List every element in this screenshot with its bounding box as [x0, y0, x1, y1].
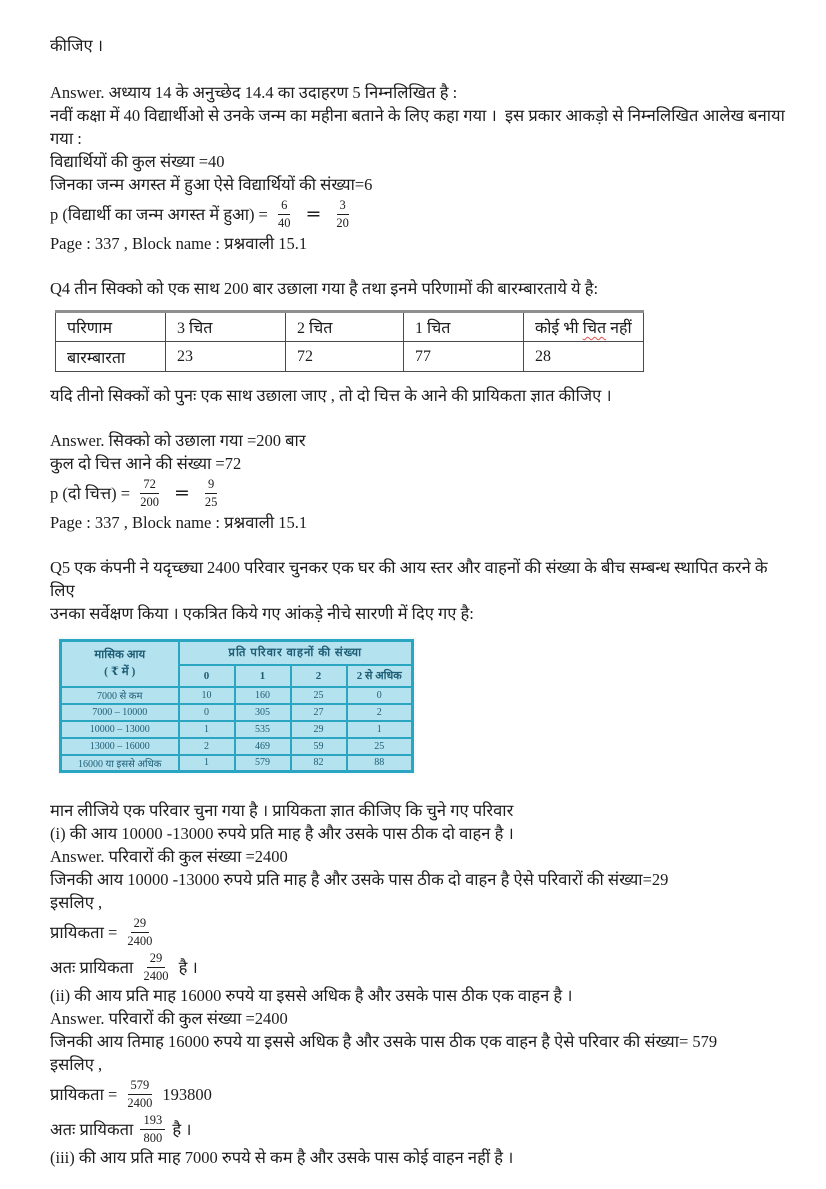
- header-3-heads: 3 चित: [166, 312, 286, 342]
- fraction-numerator: 29: [131, 916, 150, 932]
- fraction: [137, 477, 162, 509]
- part-iii-question: (iii) की आय प्रति माह 7000 रुपये से कम है और उसके पास कोई वाहन नहीं है ।: [50, 1148, 514, 1167]
- value-cell: 27: [291, 704, 347, 721]
- income-label: 16000 या इससे अधिक: [61, 755, 179, 772]
- fraction: [275, 198, 294, 230]
- fraction-numerator: 72: [140, 477, 159, 493]
- income-label: 10000 – 13000: [61, 721, 179, 738]
- conclusion-prefix: अतः प्रायिकता: [50, 957, 138, 977]
- fraction-numerator: 6: [278, 198, 290, 214]
- answer-q3-total-students: विद्यार्थियों की कुल संख्या =40: [50, 152, 225, 171]
- subheader-more-than-2: 2 से अधिक: [347, 665, 413, 687]
- value-cell: 10: [179, 687, 235, 704]
- fraction-numerator: 579: [128, 1078, 153, 1094]
- subheader-2: 2: [291, 665, 347, 687]
- header-2-heads: 2 चित: [286, 312, 404, 342]
- page-reference: Page : 337 , Block name : प्रश्नवाली 15.1: [50, 234, 308, 253]
- answer-q3-intro: Answer. अध्याय 14 के अनुच्छेद 14.4 का उदाहरण 5 निम्नलिखित है :: [50, 83, 458, 102]
- probability-formula-q4: [50, 475, 796, 511]
- question-5-block: [50, 556, 796, 1169]
- conclusion-suffix: है ।: [168, 1119, 192, 1139]
- income-column-header: [61, 641, 179, 687]
- value-cell: 2: [179, 738, 235, 755]
- part-ii-conclusion: [50, 1112, 796, 1146]
- formula-prefix: प्रायिकता =: [50, 1084, 122, 1104]
- part-ii-answer-total: Answer. परिवारों की कुल संख्या =2400: [50, 1009, 288, 1028]
- probability-formula-q3: [50, 196, 796, 232]
- answer-q3-block: [50, 81, 796, 255]
- fraction: [140, 951, 171, 983]
- cell-freq-2-heads: 72: [286, 342, 404, 372]
- fraction: [124, 1078, 155, 1110]
- formula-prefix: p (विद्यार्थी का जन्म अगस्त में हुआ) =: [50, 204, 272, 224]
- answer-q3-line: नवीं कक्षा में 40 विद्यार्थीओ से उनके जन्म का महीना बताने के लिए कहा गया । इस प्रकार आकड़ो से निम्नलिखित आलेख बनाया: [50, 106, 785, 125]
- value-cell: 25: [291, 687, 347, 704]
- question-5-text: उनका सर्वेक्षण किया । एकत्रित किये गए आंकड़े नीचे सारणी में दिए गए है:: [50, 604, 474, 623]
- misspelled-word: चित: [582, 320, 607, 337]
- part-i-answer-total: Answer. परिवारों की कुल संख्या =2400: [50, 847, 288, 866]
- value-cell: 1: [179, 721, 235, 738]
- vehicles-header: प्रति परिवार वाहनों की संख्या: [179, 641, 413, 665]
- part-i-probability-formula: [50, 914, 796, 950]
- formula-suffix: 193800: [162, 1084, 212, 1104]
- fraction-denominator: 2400: [143, 968, 169, 983]
- question-4-followup: यदि तीनो सिक्कों को पुनः एक साथ उछाला जाए , तो दो चित्त के आने की प्रायिकता ज्ञात कीजिए ।: [50, 386, 612, 405]
- fraction-numerator: 29: [147, 951, 166, 967]
- income-vehicles-table: [59, 639, 414, 773]
- fraction: [202, 477, 221, 509]
- value-cell: 305: [235, 704, 291, 721]
- question-4-block: [50, 277, 796, 534]
- header-no-heads-post: नहीं: [606, 320, 632, 337]
- fraction-denominator: 20: [336, 215, 349, 230]
- image-table-row: [61, 687, 413, 704]
- value-cell: 469: [235, 738, 291, 755]
- image-table-header-row: [61, 641, 413, 665]
- part-i-block: [50, 822, 796, 984]
- part-i-answer-count: जिनकी आय 10000 -13000 रुपये प्रति माह है और उसके पास ठीक दो वाहन है ऐसे परिवारों की संख्या=29: [50, 870, 669, 889]
- part-ii-answer-count: जिनकी आय तिमाह 16000 रुपये या इससे अधिक है और उसके पास ठीक एक वाहन है ऐसे परिवार की संख्या= 579: [50, 1032, 718, 1051]
- value-cell: 1: [179, 755, 235, 772]
- fraction-numerator: 3: [337, 198, 349, 214]
- answer-q4-two-heads-count: कुल दो चित्त आने की संख्या =72: [50, 454, 242, 473]
- value-cell: 2: [347, 704, 413, 721]
- table-header-row: [56, 312, 644, 342]
- image-table-row: [61, 755, 413, 772]
- part-i-conclusion: [50, 950, 796, 984]
- fraction-denominator: 2400: [127, 933, 153, 948]
- assumption-line: मान लीजिये एक परिवार चुना गया है । प्रायिकता ज्ञात कीजिए कि चुने गए परिवार: [50, 801, 514, 820]
- part-i-therefore: इसलिए ,: [50, 893, 103, 912]
- income-header-line2: ( ₹ में ): [104, 665, 136, 678]
- part-ii-block: [50, 984, 796, 1146]
- value-cell: 160: [235, 687, 291, 704]
- table-data-row: [56, 342, 644, 372]
- formula-prefix: प्रायिकता =: [50, 922, 122, 942]
- equals-sign: =: [173, 481, 190, 504]
- income-label: 13000 – 16000: [61, 738, 179, 755]
- equals-sign: =: [305, 202, 322, 225]
- formula-prefix: p (दो चित्त) =: [50, 483, 135, 503]
- answer-q4-block: [50, 429, 796, 534]
- part-ii-probability-formula: [50, 1076, 796, 1112]
- value-cell: 535: [235, 721, 291, 738]
- opening-line: कीजिए ।: [50, 36, 103, 55]
- fraction: [140, 1113, 165, 1145]
- answer-q3-august-count: जिनका जन्म अगस्त में हुआ ऐसे विद्यार्थियों की संख्या=6: [50, 175, 373, 194]
- fraction-denominator: 25: [204, 494, 218, 509]
- image-table-row: [61, 721, 413, 738]
- value-cell: 29: [291, 721, 347, 738]
- fraction-denominator: 800: [143, 1130, 163, 1145]
- page-reference: Page : 337 , Block name : प्रश्नवाली 15.1: [50, 513, 308, 532]
- cell-frequency-label: बारम्बारता: [56, 342, 166, 372]
- part-i-question: (i) की आय 10000 -13000 रुपये प्रति माह है और उसके पास ठीक दो वाहन है ।: [50, 824, 514, 843]
- value-cell: 82: [291, 755, 347, 772]
- subheader-1: 1: [235, 665, 291, 687]
- fraction-numerator: 193: [140, 1113, 165, 1129]
- subheader-0: 0: [179, 665, 235, 687]
- conclusion-prefix: अतः प्रायिकता: [50, 1119, 138, 1139]
- cell-freq-no-heads: 28: [524, 342, 644, 372]
- frequency-table: [55, 310, 644, 372]
- value-cell: 88: [347, 755, 413, 772]
- fraction-denominator: 200: [140, 494, 159, 509]
- fraction: [333, 198, 352, 230]
- conclusion-suffix: है ।: [174, 957, 198, 977]
- answer-q4-tosses: Answer. सिक्को को उछाला गया =200 बार: [50, 431, 306, 450]
- header-outcome: परिणाम: [56, 312, 166, 342]
- header-1-head: 1 चित: [404, 312, 524, 342]
- survey-table-image: [57, 637, 416, 775]
- income-label: 7000 – 10000: [61, 704, 179, 721]
- value-cell: 59: [291, 738, 347, 755]
- fraction-numerator: 9: [205, 477, 217, 493]
- value-cell: 579: [235, 755, 291, 772]
- image-table-row: [61, 704, 413, 721]
- header-no-heads: [524, 312, 644, 342]
- part-ii-therefore: इसलिए ,: [50, 1055, 103, 1074]
- header-no-heads-pre: कोई भी: [535, 320, 583, 337]
- fraction: [124, 916, 155, 948]
- fraction-denominator: 2400: [127, 1095, 153, 1110]
- value-cell: 25: [347, 738, 413, 755]
- income-header-line1: मासिक आय: [94, 648, 146, 661]
- answer-q3-line: गया :: [50, 129, 82, 148]
- value-cell: 1: [347, 721, 413, 738]
- question-4-text: Q4 तीन सिक्को को एक साथ 200 बार उछाला गया है तथा इनमे परिणामों की बारम्बारताये ये है:: [50, 279, 599, 298]
- value-cell: 0: [347, 687, 413, 704]
- value-cell: 0: [179, 704, 235, 721]
- income-label: 7000 से कम: [61, 687, 179, 704]
- image-table-row: [61, 738, 413, 755]
- cell-freq-1-head: 77: [404, 342, 524, 372]
- question-5-text: Q5 एक कंपनी ने यदृच्छ्या 2400 परिवार चुनकर एक घर की आय स्तर और वाहनों की संख्या के बीच सम्बन्ध स्थापित करने के लिए: [50, 558, 772, 600]
- cell-freq-3-heads: 23: [166, 342, 286, 372]
- fraction-denominator: 40: [278, 215, 291, 230]
- part-ii-question: (ii) की आय प्रति माह 16000 रुपये या इससे अधिक है और उसके पास ठीक एक वाहन है ।: [50, 986, 573, 1005]
